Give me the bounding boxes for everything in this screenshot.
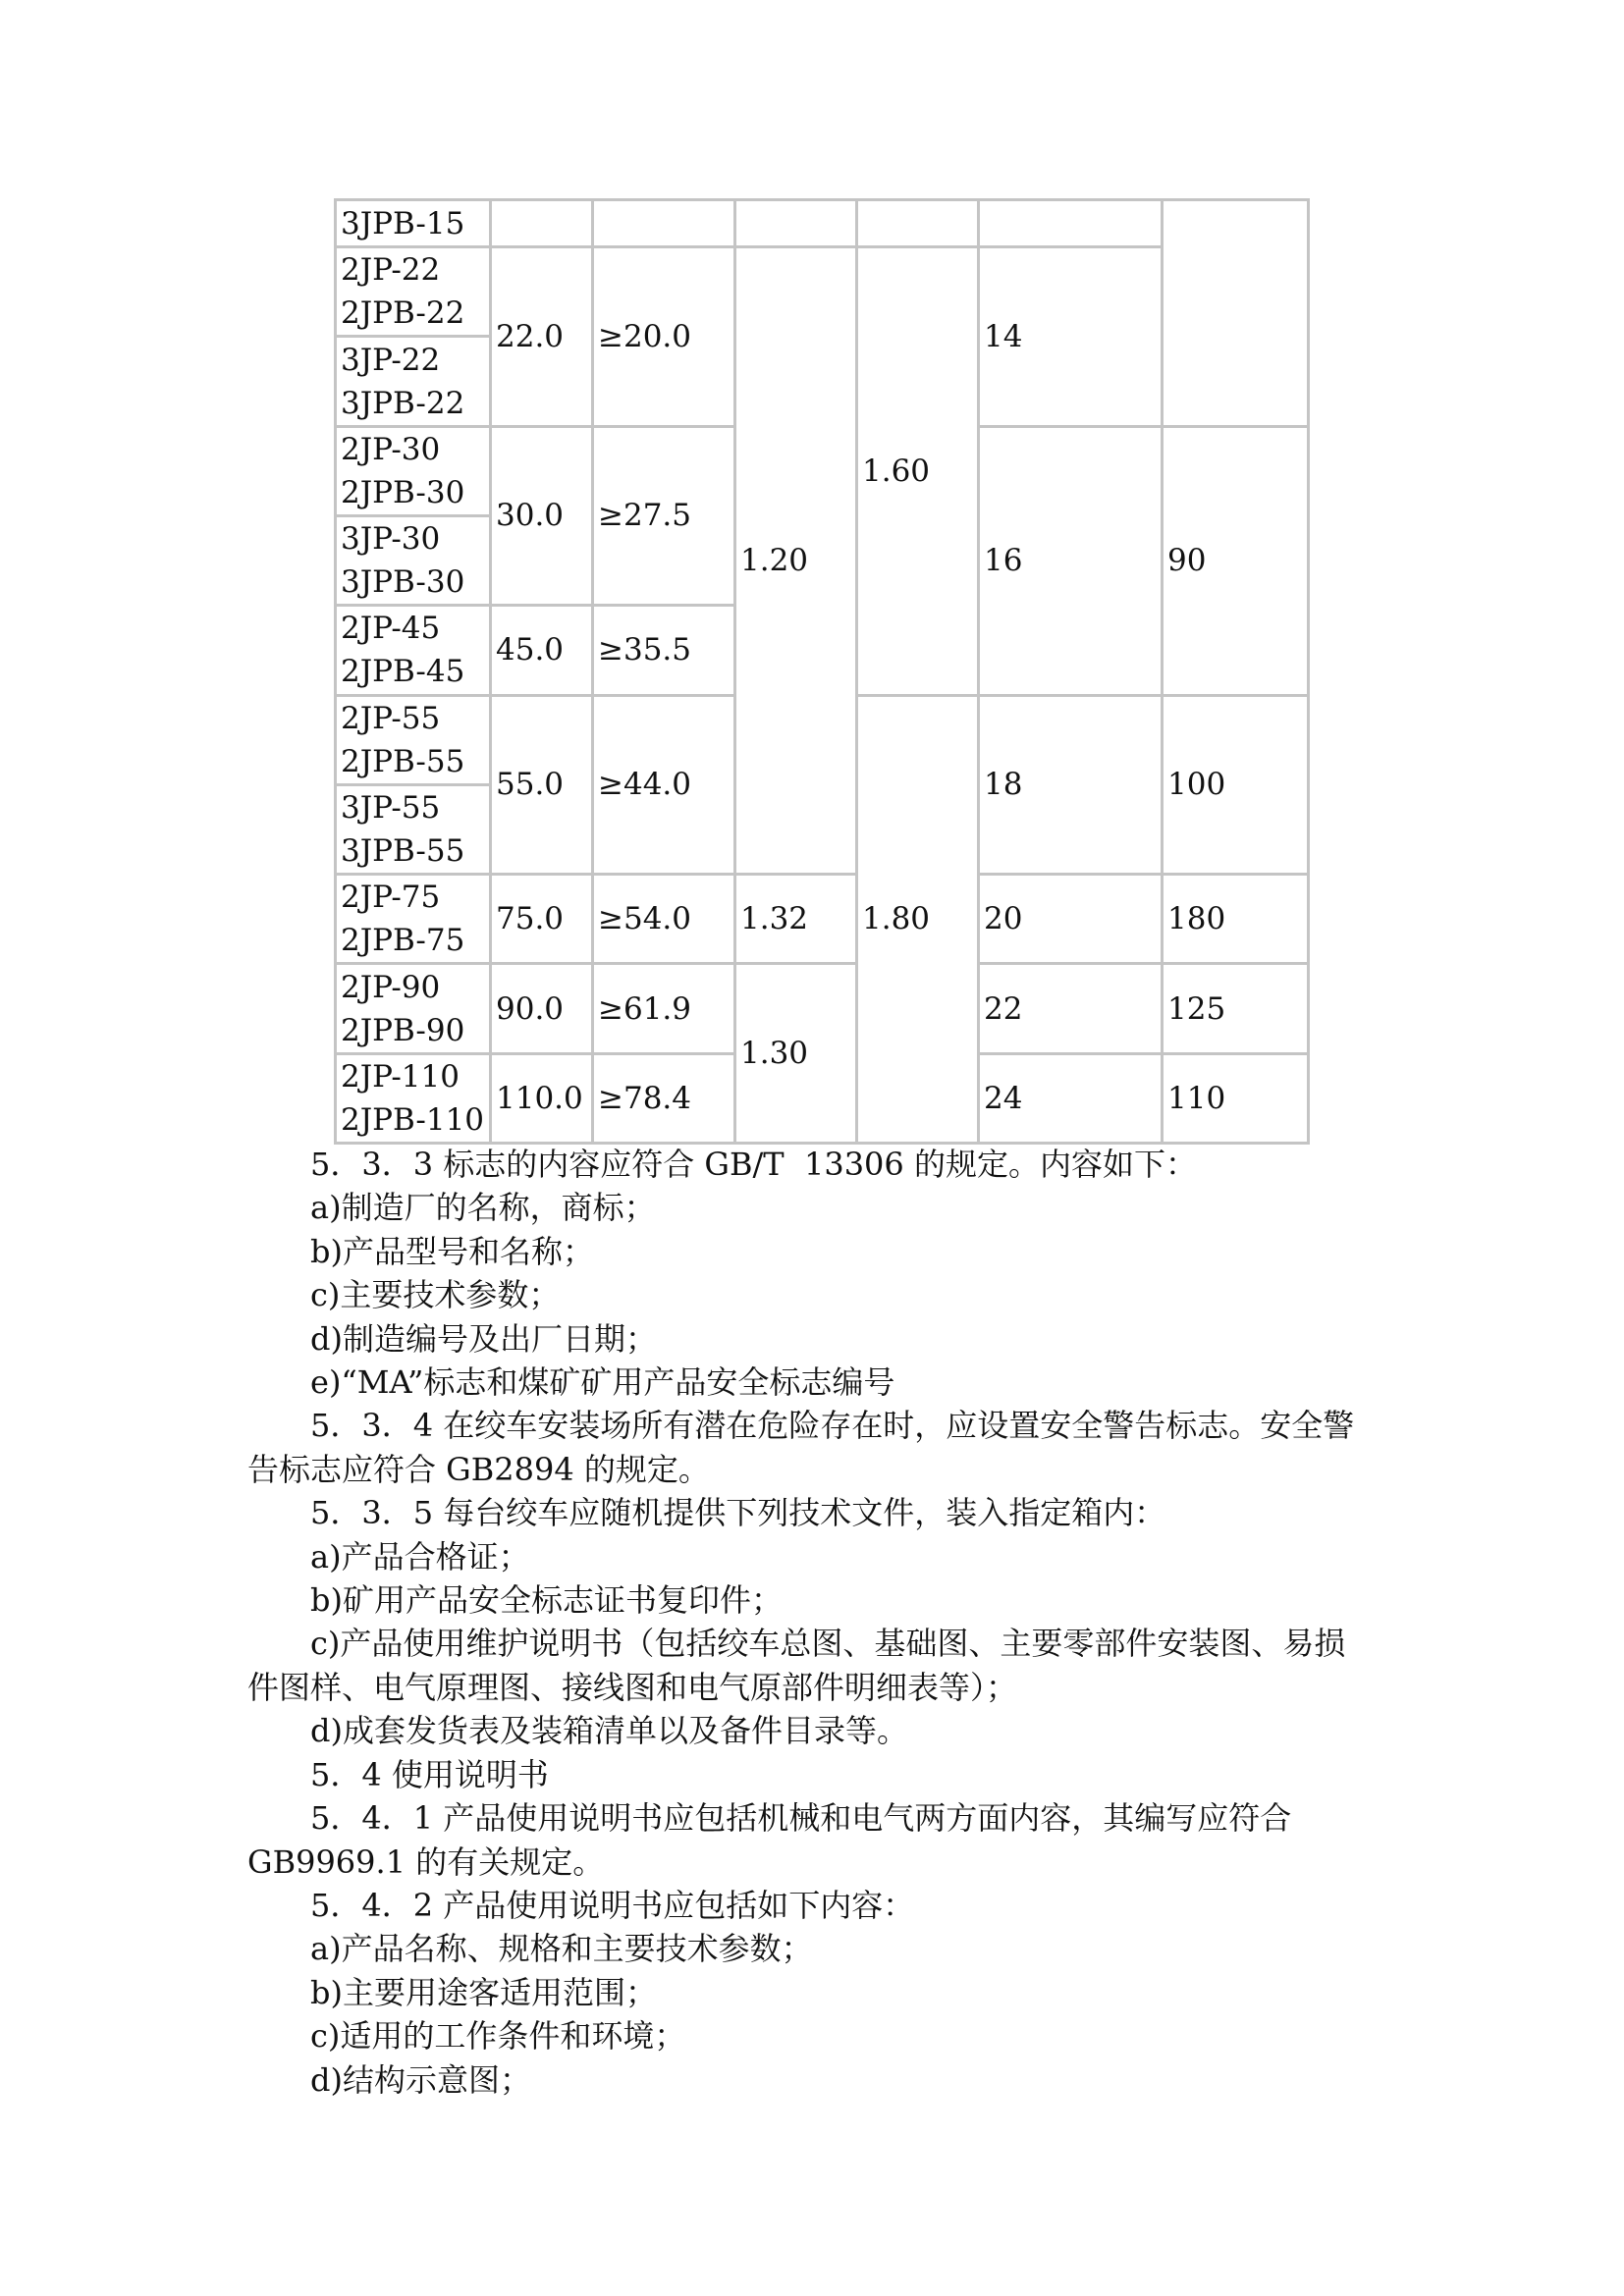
value-cell: 110	[1163, 1053, 1309, 1143]
empty-cell	[735, 200, 857, 247]
model-cell: 2JP-75 2JPB-75	[336, 875, 491, 964]
list-item: b)主要用途客适用范围；	[310, 1973, 657, 2011]
list-item: a)产品名称、规格和主要技术参数；	[310, 1930, 813, 1968]
min-value-cell: ≥54.0	[593, 875, 735, 964]
empty-cell	[491, 200, 593, 247]
value-cell: 24	[979, 1053, 1163, 1143]
table-row	[336, 875, 1309, 964]
model-cell: 3JPB-15	[336, 200, 491, 247]
value-cell: 18	[979, 695, 1163, 875]
list-item: a)产品合格证；	[310, 1537, 530, 1575]
rated-power-cell: 30.0	[491, 426, 593, 606]
clause-5-4-1-cont: GB9969.1 的有关规定。	[247, 1842, 605, 1881]
value-cell: 20	[979, 875, 1163, 964]
value-cell: 14	[979, 247, 1163, 427]
value-cell: 16	[979, 426, 1163, 695]
rated-power-cell: 55.0	[491, 695, 593, 875]
empty-cell	[857, 200, 979, 247]
spec-table	[334, 198, 1310, 1145]
clause-5-3-4-cont: 告标志应符合 GB2894 的规定。	[247, 1450, 710, 1488]
rated-power-cell: 75.0	[491, 875, 593, 964]
min-value-cell: ≥35.5	[593, 606, 735, 695]
rated-power-cell: 22.0	[491, 247, 593, 427]
value-cell: 180	[1163, 875, 1309, 964]
list-item: a)制造厂的名称，商标；	[310, 1189, 656, 1227]
rated-power-cell: 110.0	[491, 1053, 593, 1143]
clause-5-4-1: 5．4．1 产品使用说明书应包括机械和电气两方面内容，其编写应符合	[310, 1799, 1292, 1838]
clause-5-3-3: 5．3．3 标志的内容应符合 GB/T 13306 的规定。内容如下：	[310, 1146, 1197, 1183]
min-value-cell: ≥20.0	[593, 247, 735, 427]
model-cell: 3JP-55 3JPB-55	[336, 784, 491, 874]
clause-5-3-5: 5．3．5 每台绞车应随机提供下列技术文件，装入指定箱内：	[310, 1494, 1166, 1532]
min-value-cell: ≥61.9	[593, 964, 735, 1053]
clause-5-3-4: 5．3．4 在绞车安装场所有潜在危险存在时，应设置安全警告标志。安全警	[310, 1407, 1355, 1445]
list-item: d)结构示意图；	[310, 2060, 531, 2099]
list-item: b)矿用产品安全标志证书复印件；	[310, 1581, 783, 1620]
value-cell: 22	[979, 964, 1163, 1053]
list-item: d)成套发货表及装箱清单以及备件目录等。	[310, 1712, 908, 1750]
min-value-cell: ≥78.4	[593, 1053, 735, 1143]
ratio-cell: 1.30	[735, 964, 857, 1144]
model-cell: 2JP-110 2JPB-110	[336, 1053, 491, 1143]
empty-cell	[979, 200, 1163, 247]
model-cell: 3JP-22 3JPB-22	[336, 337, 491, 426]
model-cell: 2JP-22 2JPB-22	[336, 247, 491, 337]
list-item: c)主要技术参数；	[310, 1276, 561, 1314]
table-row	[336, 964, 1309, 1053]
list-item: e)“MA”标志和煤矿矿用产品安全标志编号	[310, 1363, 895, 1402]
factor-cell: 1.60	[857, 247, 979, 695]
model-cell: 2JP-30 2JPB-30	[336, 426, 491, 515]
list-item: b)产品型号和名称；	[310, 1232, 594, 1270]
rated-power-cell: 90.0	[491, 964, 593, 1053]
min-value-cell: ≥44.0	[593, 695, 735, 875]
ratio-cell: 1.32	[735, 875, 857, 964]
table-row	[336, 200, 1309, 247]
factor-cell: 1.80	[857, 695, 979, 1143]
min-value-cell: ≥27.5	[593, 426, 735, 606]
value-cell: 125	[1163, 964, 1309, 1053]
empty-cell	[1163, 200, 1309, 427]
model-cell: 2JP-90 2JPB-90	[336, 964, 491, 1053]
value-cell: 100	[1163, 695, 1309, 875]
list-item: c)产品使用维护说明书（包括绞车总图、基础图、主要零部件安装图、易损	[310, 1625, 1346, 1663]
list-item-cont: 件图样、电气原理图、接线图和电气原部件明细表等）；	[247, 1668, 1018, 1706]
value-cell: 90	[1163, 426, 1309, 695]
list-item: c)适用的工作条件和环境；	[310, 2017, 686, 2056]
ratio-cell: 1.20	[735, 247, 857, 875]
clause-5-4-2: 5．4．2 产品使用说明书应包括如下内容：	[310, 1886, 915, 1924]
model-cell: 2JP-55 2JPB-55	[336, 695, 491, 784]
model-cell: 2JP-45 2JPB-45	[336, 606, 491, 695]
section-5-4-heading: 5．4 使用说明书	[310, 1755, 549, 1793]
model-cell: 3JP-30 3JPB-30	[336, 515, 491, 605]
rated-power-cell: 45.0	[491, 606, 593, 695]
empty-cell	[593, 200, 735, 247]
list-item: d)制造编号及出厂日期；	[310, 1319, 657, 1358]
body-text	[247, 1143, 1386, 2102]
